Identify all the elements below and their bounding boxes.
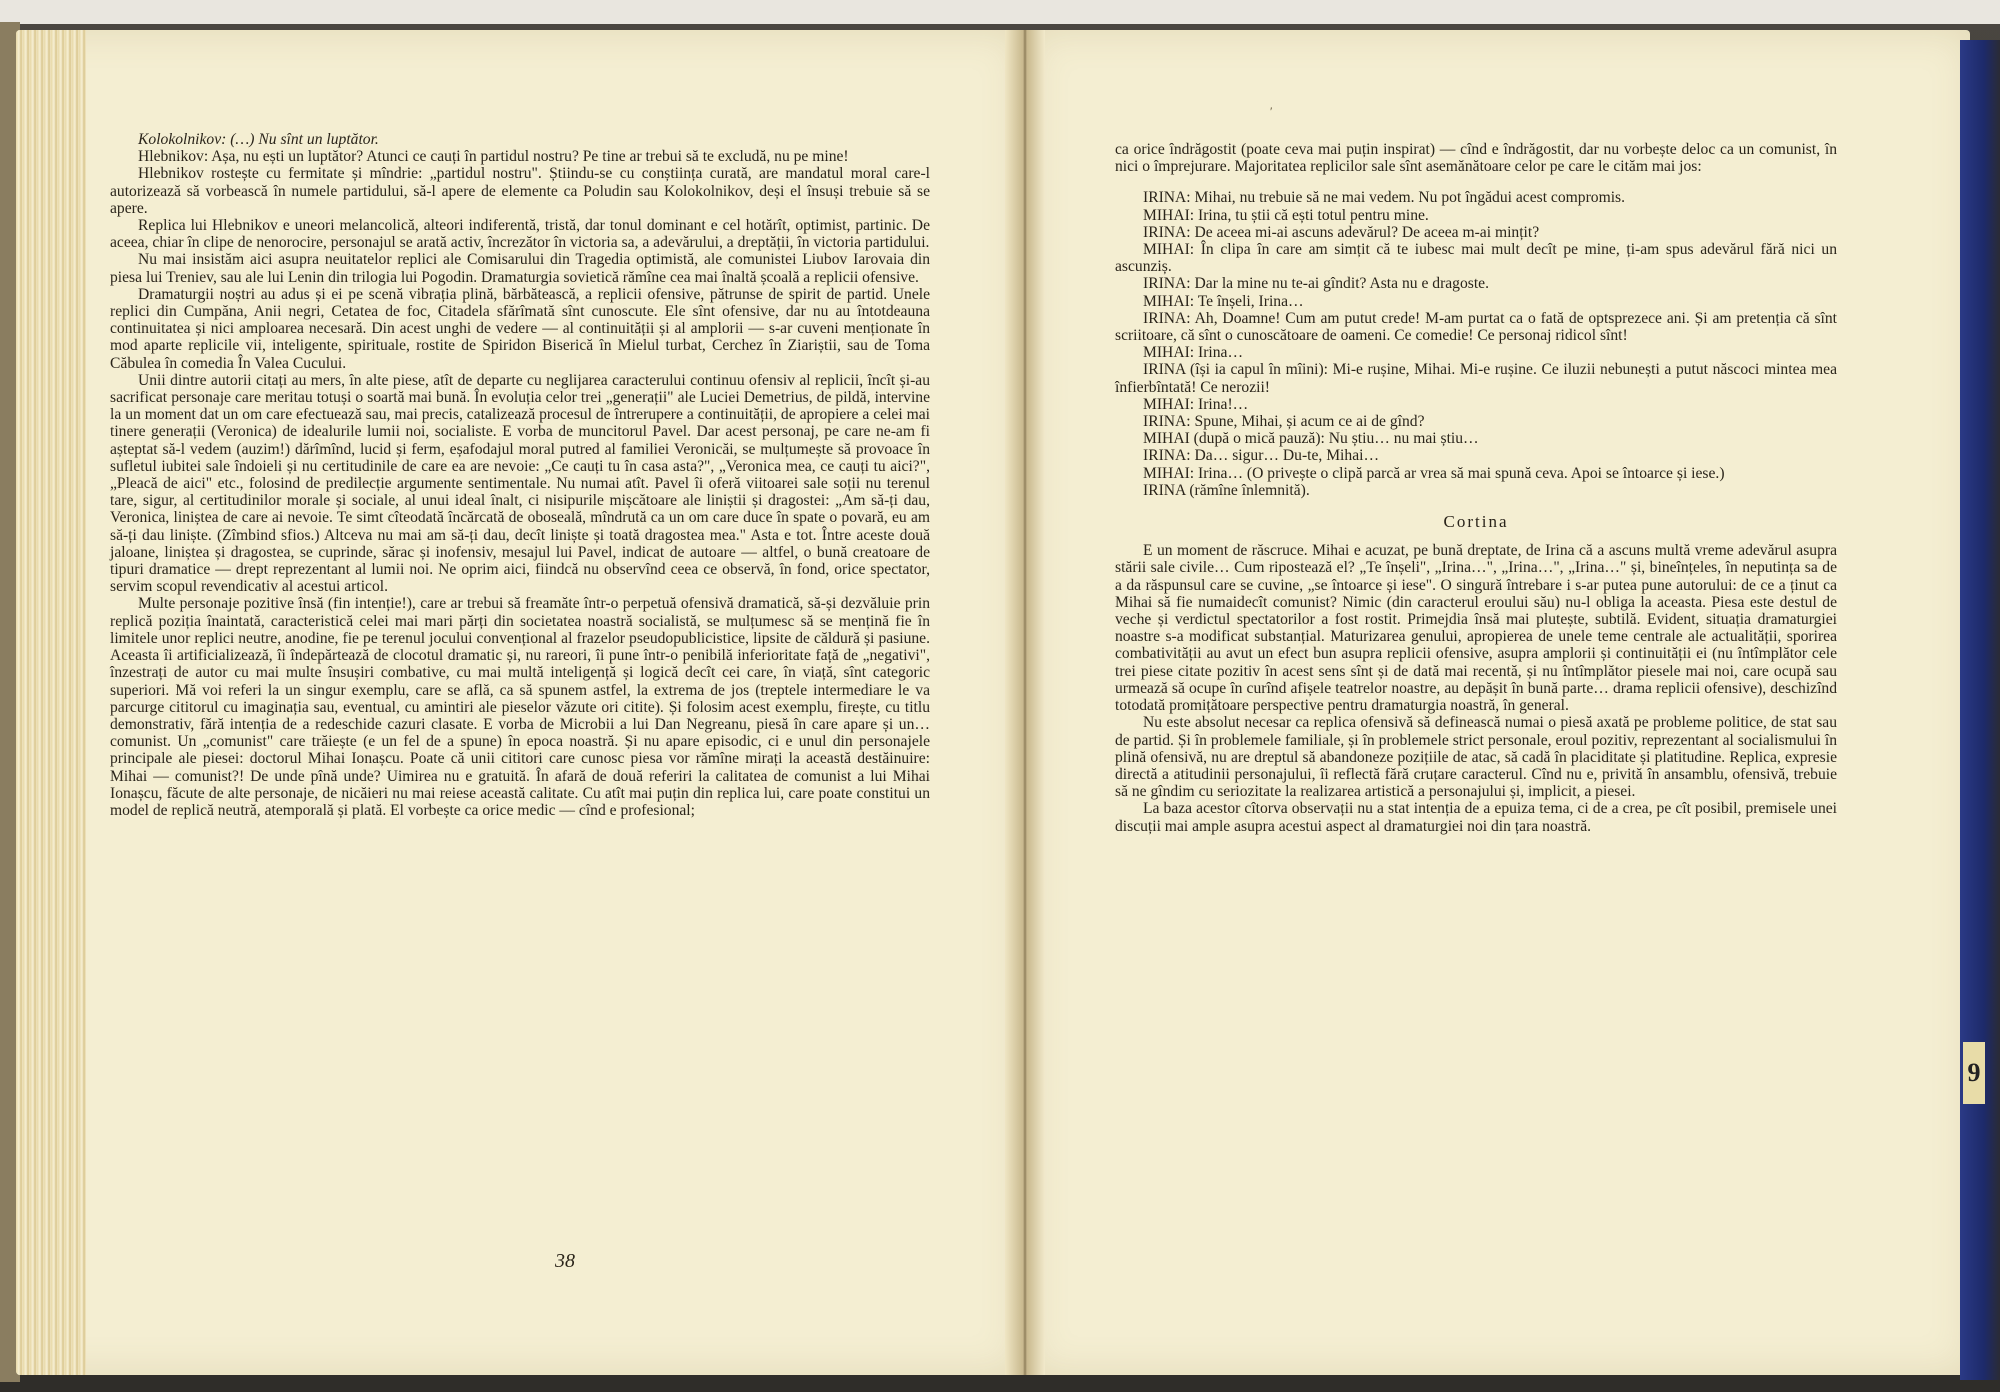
paragraph: Unii dintre autorii citați au mers, în alte piese, atît de departe cu neglijarea caracterului continuu ofensiv al replicii, încît și-au sacrificat personaje care meritau totuși o soartă mai bună. În evoluția celor trei „generații" ale Luciei Demetrius, de pildă, intervine la un moment dat un om care efectuează sau, mai precis, catalizează procesul de întrerupere a continuității, de apropiere a celei mai tinere generații (Veronica) de idealurile lumii noi, socialiste. E vorba de muncitorul Pavel. Dar acest personaj, pe care ne-am fi așteptat să-l vedem (auzim!) dărîmînd, lucid și ferm, eșafodajul moral putred al familiei Veronicăi, se mulțumește să provoace în sufletul iubitei sale îndoieli și nu certitudinile de care ea are nevoie: „Ce cauți tu în casa asta?", „Veronica mea, ce cauți tu aici?", „Pleacă de aici" etc., folosind de predilecție argumente sentimentale. Nu numai atît. Pavel îi oferă viitoarei sale soții nu terenul tare, sigur, al certitudinilor morale și sociale, al unui ideal înalt, ci nisipurile mișcătoare ale liniștii și dragostei: „Am să-ți dau, Veronica, liniștea de care ai nevoie. Te simt cîteodată încărcată de oboseală, mîndrută ca un om care duce în spate o povară, eu am să-ți dau liniște. (Zîmbind sfios.) Altceva nu mai am să-ți dau, decît liniște și toată dragostea mea." Asta e tot. Între aceste două jaloane, liniștea și dragostea, se cuprinde, sărac și inofensiv, mesajul lui Pavel, indicat de autoare — altfel, o bună creatoare de tipuri dramatice — drept reprezentant al lumii noi. Ne oprim aici, fiindcă nu observînd ceea ce observă, în fond, orice spectator, servim scopul revendicativ al acestui articol. [110, 371, 930, 596]
left-page-text [110, 131, 930, 819]
paragraph: Dramaturgii noștri au adus și ei pe scenă vibrația plină, bărbătească, a replicii ofensive, pătrunse de spirit de partid. Unele replici din Cumpăna, Anii negri, Cetatea de foc, Citadela sfărîmată sînt cunoscute. Ele sînt ofensive, dar nu au întotdeauna continuitatea și nici amploarea necesară. Din acest unghi de vedere — al continuității și al amplorii — s-ar cuveni menționate în mod aparte replicile vii, inteligente, spirituale, rostite de Spiridon Biserică în Mielul turbat, Cerchez în Ziariștii, sau de Toma Căbulea în comedia În Valea Cucului. [110, 285, 930, 372]
pencil-mark: ′ [1270, 104, 1273, 118]
dialogue-line: IRINA: Ah, Doamne! Cum am putut crede! M-am purtat ca o fată de optsprezece ani. Și am pretenția că sînt scriitoare, că sînt o cunoscătoare de oameni. Ce comedie! Ce personaj ridicol sînt! [1115, 309, 1837, 345]
paragraph: La baza acestor cîtorva observații nu a stat intenția de a epuiza tema, ci de a crea, pe cît posibil, premisele unei discuții mai ample asupra acestui aspect al dramaturgiei noi din țara noastră. [1115, 800, 1837, 835]
dialogue-line: MIHAI: Irina, tu știi că ești totul pentru mine. [1143, 206, 1429, 224]
quote-line: Kolokolnikov: (…) Nu sînt un luptător. [138, 131, 379, 148]
dialogue-line: MIHAI: În clipa în care am simțit că te iubesc mai mult decît pe mine, ți-am spus adevărul fără nici un ascunziș. [1115, 241, 1837, 276]
book-spine [1960, 40, 2000, 1380]
quote-line: Hlebnikov: Așa, nu ești un luptător? Atunci ce cauți în partidul nostru? Pe tine ar trebui să te excludă, nu pe mine! [138, 148, 849, 166]
dialogue-line: IRINA: Mihai, nu trebuie să ne mai vedem. Nu pot îngădui acest compromis. [1143, 189, 1625, 207]
paragraph: Replica lui Hlebnikov e uneori melancolică, alteori indiferentă, tristă, dar tonul dominant e cel hotărît, optimist, partinic. De aceea, chiar în clipe de nenorocire, personajul se arată activ, încrezător în victoria sa, a adevărului, a dreptății, în victoria partidului. [110, 217, 930, 252]
dialogue-line: IRINA: Da… sigur… Du-te, Mihai… [1143, 447, 1380, 465]
paragraph: Hlebnikov rostește cu fermitate și mîndrie: „partidul nostru". Știindu-se cu conștiința curată, are mandatul moral care-l autorizează să vorbească în numele partidului, să-l apere de elemente ca Poludin sau Kolokolnikov, deși el însuși trebuie să se apere. [110, 165, 930, 217]
opening-quote [138, 131, 930, 165]
dialogue-line: IRINA (rămîne înlemnită). [1143, 481, 1310, 499]
scanner-cover-top [0, 0, 2000, 24]
page-number: 38 [555, 1250, 575, 1272]
dialogue-line: MIHAI: Irina… [1143, 344, 1244, 362]
paragraph: Nu mai insistăm aici asupra neuitatelor replici ale Comisarului din Tragedia optimistă, ale comunistei Liubov Iarovaia din piesa lui Treniev, sau ale lui Lenin din trilogia lui Pogodin. Dramaturgia sovietică rămîne cea mai înaltă școală a replicii ofensive. [110, 251, 930, 286]
dialogue-line: IRINA: Spune, Mihai, și acum ce ai de gînd? [1143, 413, 1425, 431]
book-gutter [1005, 30, 1045, 1375]
dialogue-line: IRINA: Dar la mine nu te-ai gîndit? Asta nu e dragoste. [1143, 275, 1490, 293]
right-page-text [1115, 141, 1837, 835]
paragraph: Multe personaje pozitive însă (fin intenție!), care ar trebui să freamăte într-o perpetuă ofensivă dramatică, să-și dezvăluie prin replică poziția înaintată, caracteristică celei mai mari părți din societatea noastră socialistă, se mulțumesc să se mențină fie în limitele unor replici neutre, anodine, fie pe terenul jocului convențional al frazelor pseudopublicistice, lipsite de căldură și pasiune. Aceasta îi artificializează, îi îndepărtează de clocotul dramatic și, nu rareori, îi pune într-o penibilă inferioritate față de „negativi", înzestrați de autor cu mai multe însușiri combative, cu mai multă inteligență și logică decît cei care, în viață, sînt categoric superiori. Mă voi referi la un singur exemplu, care se află, ca să spunem astfel, la extrema de jos (treptele intermediare le va parcurge cititorul cu imaginația sau, eventual, cu amintiri ale pieselor văzute ori citite). Și folosim acest exemplu, firește, cu titlu demonstrativ, fără intenția de a redeschide cazuri clasate. E vorba de Microbii a lui Dan Negreanu, piesă în care apare și un… comunist. Un „comunist" care trăiește (e un fel de a spune) în epoca noastră. Și nu apare episodic, ci e unul din personajele principale ale piesei: doctorul Mihai Ionașcu. Poate că unii cititori care cunosc piesa vor rămîne mirați la această destăinuire: Mihai — comunist?! De unde pînă unde? Uimirea nu e gratuită. În afară de două referiri la calitatea de comunist a lui Mihai Ionașcu, făcute de alte personaje, de nicăieri nu mai reiese această calitate. Cu atît mai puțin din replica lui, care poate constitui un model de replică neutră, atemporală și plată. El vorbește ca orice medic — cînd e profesional; [110, 595, 930, 819]
page-edges [16, 30, 86, 1375]
dialogue-line: IRINA: De aceea mi-ai ascuns adevărul? De aceea m-ai mințit? [1143, 223, 1540, 241]
paragraph: E un moment de răscruce. Mihai e acuzat, pe bună dreptate, de Irina că a ascuns multă vreme adevărul asupra stării sale civile… Cum ripostează el? „Te înșeli", „Irina…", „Irina…", „Irina…" și, bineînțeles, în neputința sa de a da răspunsul care se cuvine, „se întoarce și iese". O singură întrebare i s-ar putea pune autorului: de ce a ținut ca Mihai să fie numaidecît comunist? Nimic (din caracterul eroului său) nu-l obliga la aceasta. Piesa este destul de veche și verdictul spectatorilor a fost rostit. Primejdia însă mai plutește, subtilă. Evident, situația dramaturgiei noastre s-a modificat substanțial. Maturizarea genului, apropierea de unele teme centrale ale actualității, sporirea combativității au avut un efect bun asupra replicii ofensive, asupra amplorii și continuității ei (nu întîmplător cele trei piese citate pozitiv în acest sens sînt și de dată mai recentă, și nu întîmplător piesele mai noi, care ocupă sau urmează să ocupe în curînd afișele teatrelor noastre, au depășit în bună parte… drama replicii ofensive), deschizînd totodată promițătoare perspective pentru dramaturgia noastră, în general. [1115, 542, 1837, 715]
intro-paragraph: ca orice îndrăgostit (poate ceva mai puțin inspirat) — cînd e îndrăgostit, dar nu vorbește deloc ca un comunist, în nici o împrejurare. Majoritatea replicilor sale sînt asemănătoare celor pe care le cităm mai jos: [1115, 141, 1837, 176]
dialogue-line: MIHAI: Irina!… [1143, 395, 1249, 413]
dialogue-line: IRINA (își ia capul în mîini): Mi-e rușine, Mihai. Mi-e rușine. Ce iluzii nebunești a putut născoci mintea mea înfierbîntată! Ce nerozii! [1115, 361, 1837, 396]
paragraph: Nu este absolut necesar ca replica ofensivă să definească numai o piesă axată pe probleme politice, de stat sau de partid. Și în problemele familiale, și în problemele strict personale, eroul pozitiv, reprezentant al socialismului în plină ofensivă, nu are dreptul să abandoneze pozițiile de atac, să cadă în placiditate și platitudine. Replica, expresie directă a atitudinii personajului, îi reflectă fără cruțare caracterul. Cînd nu e, privită în ansamblu, ofensivă, trebuie să ne gîndim cu seriozitate la realizarea artistică a personajului și, implicit, a piesei. [1115, 714, 1837, 801]
spine-label: 9 [1963, 1042, 1985, 1104]
dialogue-line: MIHAI: Te înșeli, Irina… [1143, 292, 1304, 310]
curtain-heading: Cortina [1443, 512, 1509, 532]
dialogue-line: MIHAI: Irina… (O privește o clipă parcă ar vrea să mai spună ceva. Apoi se întoarce și iese.) [1143, 464, 1725, 482]
dialogue-line: MIHAI (după o mică pauză): Nu știu… nu mai știu… [1143, 430, 1479, 448]
